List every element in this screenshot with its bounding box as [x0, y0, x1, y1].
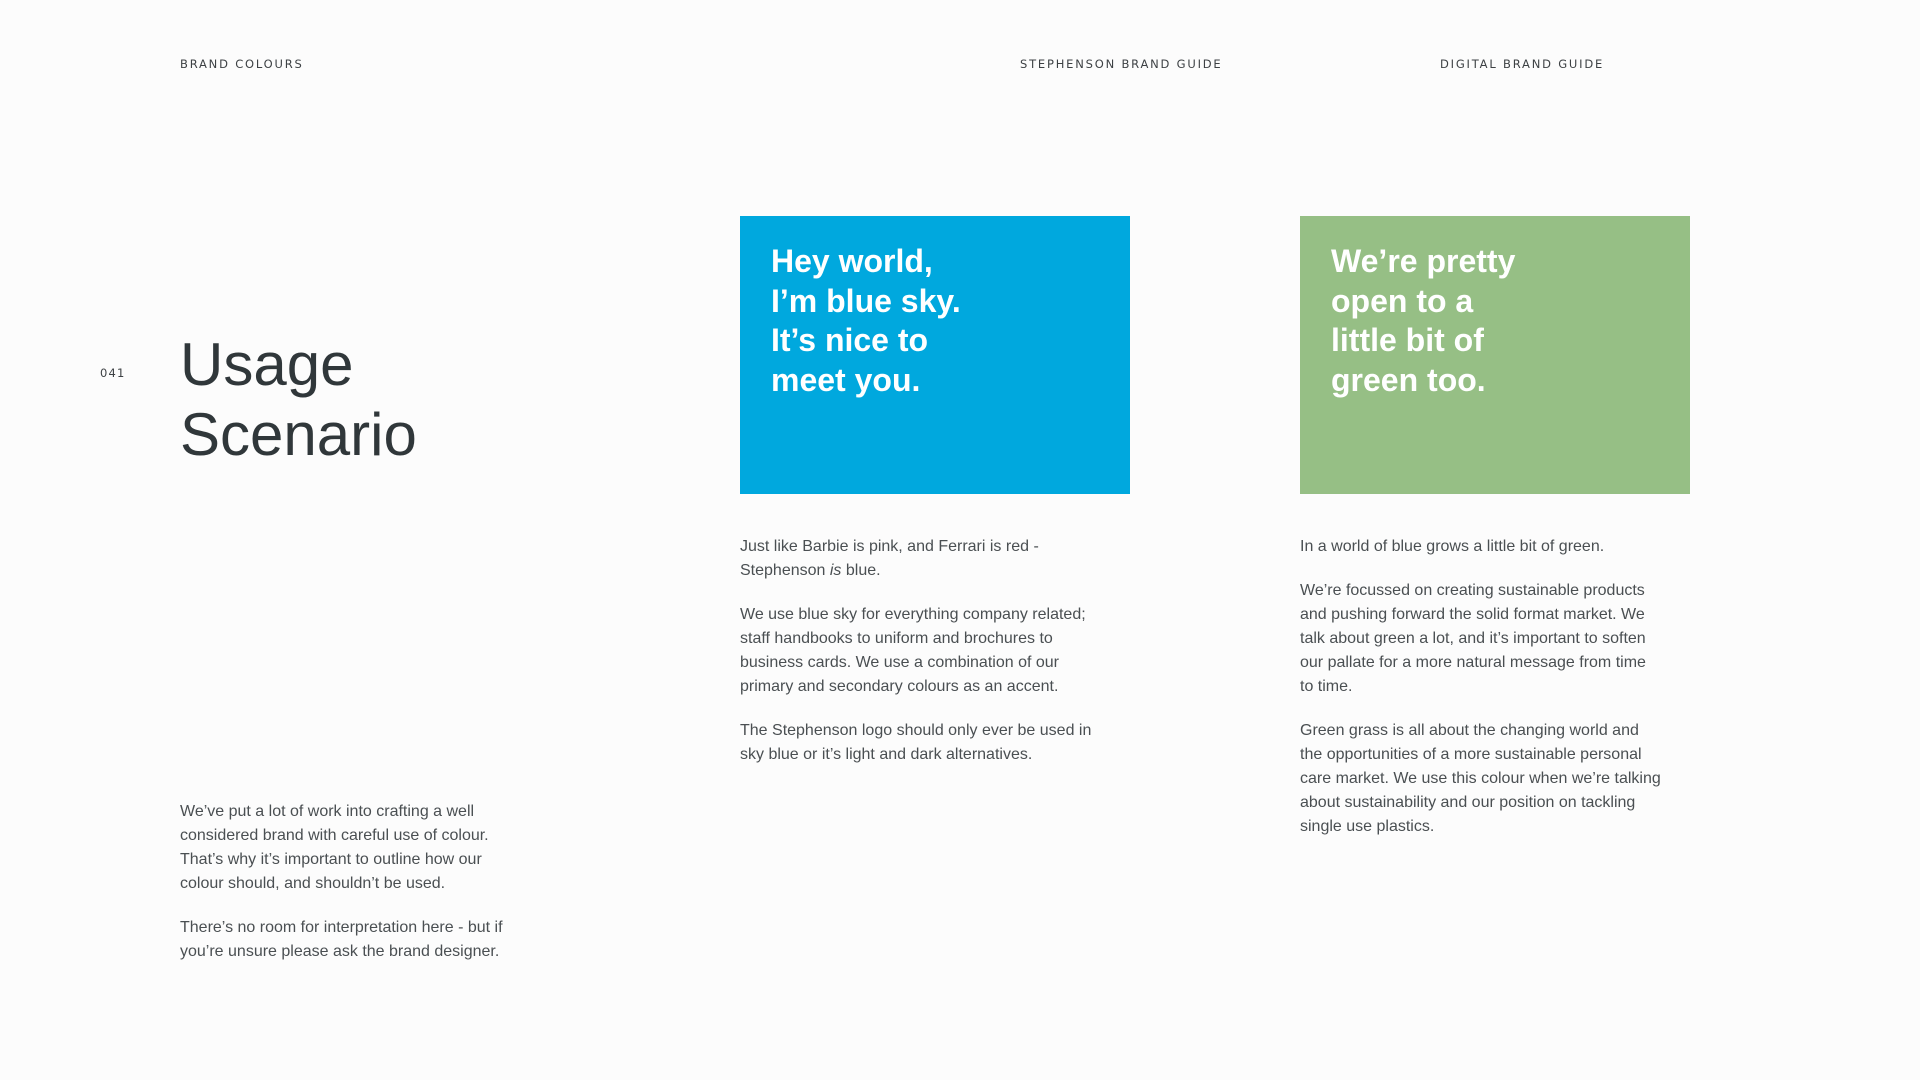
copy-text: Stephenson [740, 562, 830, 579]
blue-paragraph [740, 603, 1091, 699]
copy-line: There’s no room for interpretation here - but if [180, 919, 503, 936]
green-paragraph [1300, 719, 1661, 839]
blue-sky-swatch [740, 216, 1130, 494]
copy-line: We’re focussed on creating sustainable products [1300, 582, 1645, 599]
page-title [180, 330, 417, 470]
green-grass-swatch [1300, 216, 1690, 494]
copy-text: blue. [841, 562, 881, 579]
copy-line: business cards. We use a combination of our [740, 654, 1059, 671]
intro-paragraph [180, 916, 503, 964]
intro-paragraph [180, 800, 503, 896]
swatch-headline-line: We’re pretty [1331, 243, 1516, 279]
copy-line: Green grass is all about the changing world and [1300, 722, 1639, 739]
blue-paragraph [740, 719, 1091, 767]
swatch-headline-line: green too. [1331, 361, 1486, 398]
copy-line: The Stephenson logo should only ever be used in [740, 722, 1092, 739]
green-paragraph [1300, 535, 1661, 559]
copy-line: single use plastics. [1300, 818, 1435, 835]
copy-line: sky blue or it’s light and dark alternatives. [740, 746, 1033, 763]
copy-line: the opportunities of a more sustainable personal [1300, 746, 1642, 763]
green-paragraph [1300, 579, 1661, 699]
emphasis-text: is [829, 562, 842, 579]
copy-line: staff handbooks to uniform and brochures to [740, 630, 1053, 647]
copy-line: and pushing forward the solid format market. We [1300, 606, 1645, 623]
copy-line: care market. We use this colour when we’re talking [1300, 770, 1661, 787]
copy-line: to time. [1300, 678, 1353, 695]
copy-line: We use blue sky for everything company related; [740, 606, 1086, 623]
guide-label: STEPHENSON BRAND GUIDE [1020, 57, 1223, 71]
blue-paragraph [740, 535, 1091, 583]
digital-guide-label: DIGITAL BRAND GUIDE [1440, 57, 1605, 71]
copy-line: That’s why it’s important to outline how our [180, 851, 482, 868]
copy-line: considered brand with careful use of colour. [180, 827, 489, 844]
blue-sky-copy [740, 535, 1091, 787]
copy-line: We’ve put a lot of work into crafting a well [180, 803, 475, 820]
copy-line: about sustainability and our position on tackling [1300, 794, 1636, 811]
swatch-headline-line: meet you. [771, 361, 921, 398]
copy-line: primary and secondary colours as an accent. [740, 678, 1059, 695]
copy-line: Just like Barbie is pink, and Ferrari is red - [740, 538, 1039, 555]
swatch-headline-line: It’s nice to [771, 322, 929, 358]
intro-copy [180, 800, 503, 984]
page-number: 041 [100, 366, 126, 380]
copy-line: our pallate for a more natural message from time [1300, 654, 1646, 671]
page-title-line: Usage [180, 331, 354, 398]
copy-line: you’re unsure please ask the brand designer. [180, 943, 500, 960]
swatch-headline-line: Hey world, [771, 243, 933, 279]
section-label: BRAND COLOURS [180, 57, 304, 71]
swatch-headline-line: little bit of [1331, 322, 1484, 358]
copy-line [740, 559, 1091, 583]
green-grass-copy [1300, 535, 1661, 859]
copy-line: colour should, and shouldn’t be used. [180, 875, 446, 892]
swatch-headline-line: I’m blue sky. [771, 282, 961, 319]
copy-line: In a world of blue grows a little bit of green. [1300, 538, 1605, 555]
copy-line: talk about green a lot, and it’s important to soften [1300, 630, 1646, 647]
page-title-line: Scenario [180, 401, 417, 468]
swatch-headline-line: open to a [1331, 282, 1474, 319]
